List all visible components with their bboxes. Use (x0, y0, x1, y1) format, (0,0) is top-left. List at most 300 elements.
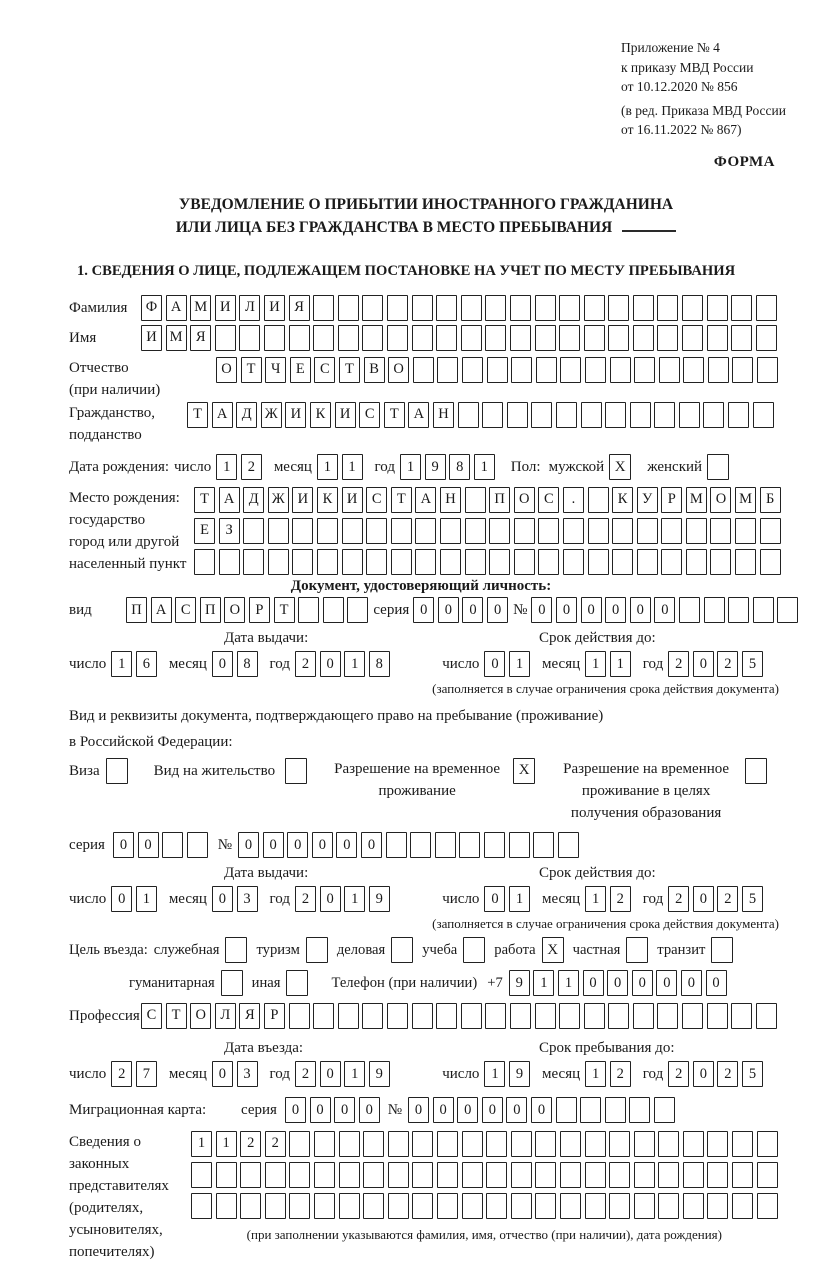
char-cell[interactable]: 2 (717, 651, 738, 677)
char-cell[interactable] (191, 1162, 212, 1188)
char-cell[interactable]: 0 (320, 1061, 341, 1087)
char-cell[interactable]: 1 (558, 970, 579, 996)
char-cell[interactable] (588, 518, 609, 544)
char-cell[interactable] (682, 295, 703, 321)
char-cell[interactable] (605, 1097, 626, 1123)
char-cell[interactable]: 1 (610, 651, 631, 677)
char-cell[interactable]: 1 (400, 454, 421, 480)
char-cell[interactable]: Я (239, 1003, 260, 1029)
char-cell[interactable] (482, 402, 503, 428)
char-cell[interactable]: С (141, 1003, 162, 1029)
char-cell[interactable]: 0 (487, 597, 508, 623)
char-cell[interactable]: Р (661, 487, 682, 513)
char-cell[interactable] (485, 1003, 506, 1029)
char-cell[interactable]: 9 (369, 886, 390, 912)
char-cell[interactable] (707, 1131, 728, 1157)
char-cell[interactable] (757, 357, 778, 383)
char-cell[interactable]: К (317, 487, 338, 513)
char-cell[interactable] (461, 1003, 482, 1029)
char-cell[interactable]: Е (290, 357, 311, 383)
char-cell[interactable]: 8 (237, 651, 258, 677)
char-cell[interactable] (239, 325, 260, 351)
char-cell[interactable]: О (190, 1003, 211, 1029)
char-cell[interactable]: Е (194, 518, 215, 544)
char-cell[interactable] (511, 1131, 532, 1157)
char-cell[interactable] (560, 1193, 581, 1219)
char-cell[interactable]: С (175, 597, 196, 623)
char-cell[interactable] (609, 1162, 630, 1188)
char-cell[interactable]: П (126, 597, 147, 623)
char-cell[interactable] (412, 295, 433, 321)
char-cell[interactable]: П (200, 597, 221, 623)
char-cell[interactable]: Р (264, 1003, 285, 1029)
char-cell[interactable]: 3 (237, 1061, 258, 1087)
char-cell[interactable]: 0 (681, 970, 702, 996)
char-cell[interactable] (436, 325, 457, 351)
char-cell[interactable]: И (215, 295, 236, 321)
char-cell[interactable]: 2 (241, 454, 262, 480)
char-cell[interactable] (338, 325, 359, 351)
char-cell[interactable]: Л (215, 1003, 236, 1029)
char-cell[interactable] (612, 518, 633, 544)
char-cell[interactable]: 1 (342, 454, 363, 480)
temp-residence-checkbox[interactable]: X (513, 758, 535, 784)
char-cell[interactable] (313, 295, 334, 321)
char-cell[interactable] (462, 1193, 483, 1219)
char-cell[interactable]: П (489, 487, 510, 513)
char-cell[interactable]: 0 (212, 651, 233, 677)
char-cell[interactable]: 0 (484, 886, 505, 912)
char-cell[interactable] (412, 1193, 433, 1219)
char-cell[interactable]: А (219, 487, 240, 513)
char-cell[interactable]: Ж (268, 487, 289, 513)
char-cell[interactable] (511, 1162, 532, 1188)
char-cell[interactable] (317, 518, 338, 544)
char-cell[interactable] (633, 295, 654, 321)
char-cell[interactable]: 2 (668, 651, 689, 677)
char-cell[interactable] (338, 1003, 359, 1029)
char-cell[interactable] (732, 357, 753, 383)
char-cell[interactable]: И (285, 402, 306, 428)
char-cell[interactable]: 2 (668, 1061, 689, 1087)
purpose-option-checkbox[interactable] (711, 937, 733, 963)
char-cell[interactable]: С (538, 487, 559, 513)
char-cell[interactable] (240, 1193, 261, 1219)
char-cell[interactable] (216, 1162, 237, 1188)
char-cell[interactable] (391, 549, 412, 575)
char-cell[interactable] (584, 295, 605, 321)
char-cell[interactable]: И (335, 402, 356, 428)
char-cell[interactable] (317, 549, 338, 575)
char-cell[interactable] (633, 325, 654, 351)
purpose-option-checkbox[interactable] (626, 937, 648, 963)
char-cell[interactable] (347, 597, 368, 623)
char-cell[interactable] (314, 1193, 335, 1219)
char-cell[interactable]: 1 (474, 454, 495, 480)
char-cell[interactable]: 0 (583, 970, 604, 996)
char-cell[interactable]: 0 (320, 886, 341, 912)
char-cell[interactable] (608, 295, 629, 321)
char-cell[interactable] (437, 1193, 458, 1219)
temp-residence-edu-checkbox[interactable] (745, 758, 767, 784)
char-cell[interactable]: Я (289, 295, 310, 321)
char-cell[interactable] (388, 1131, 409, 1157)
char-cell[interactable]: 9 (509, 1061, 530, 1087)
char-cell[interactable] (489, 518, 510, 544)
char-cell[interactable] (630, 402, 651, 428)
char-cell[interactable]: 5 (742, 1061, 763, 1087)
char-cell[interactable] (732, 1131, 753, 1157)
char-cell[interactable] (757, 1162, 778, 1188)
char-cell[interactable] (362, 1003, 383, 1029)
char-cell[interactable]: 0 (693, 651, 714, 677)
char-cell[interactable]: И (264, 295, 285, 321)
char-cell[interactable]: М (686, 487, 707, 513)
char-cell[interactable] (707, 325, 728, 351)
char-cell[interactable]: 0 (238, 832, 259, 858)
char-cell[interactable] (609, 1131, 630, 1157)
char-cell[interactable]: 0 (438, 597, 459, 623)
char-cell[interactable] (462, 357, 483, 383)
char-cell[interactable] (753, 597, 774, 623)
char-cell[interactable] (489, 549, 510, 575)
char-cell[interactable]: 1 (585, 1061, 606, 1087)
char-cell[interactable]: 2 (295, 651, 316, 677)
char-cell[interactable] (661, 549, 682, 575)
char-cell[interactable]: 0 (605, 597, 626, 623)
char-cell[interactable] (585, 357, 606, 383)
char-cell[interactable] (634, 357, 655, 383)
char-cell[interactable] (388, 1193, 409, 1219)
char-cell[interactable]: Ж (261, 402, 282, 428)
char-cell[interactable] (268, 518, 289, 544)
char-cell[interactable] (585, 1193, 606, 1219)
char-cell[interactable] (757, 1193, 778, 1219)
char-cell[interactable] (362, 295, 383, 321)
char-cell[interactable] (387, 295, 408, 321)
char-cell[interactable] (707, 1193, 728, 1219)
char-cell[interactable]: Я (190, 325, 211, 351)
char-cell[interactable]: 0 (361, 832, 382, 858)
char-cell[interactable]: 0 (334, 1097, 355, 1123)
char-cell[interactable] (507, 402, 528, 428)
char-cell[interactable] (538, 549, 559, 575)
char-cell[interactable]: 1 (216, 1131, 237, 1157)
char-cell[interactable]: К (310, 402, 331, 428)
char-cell[interactable] (661, 518, 682, 544)
char-cell[interactable] (363, 1131, 384, 1157)
char-cell[interactable] (289, 1003, 310, 1029)
char-cell[interactable] (682, 1003, 703, 1029)
char-cell[interactable] (535, 325, 556, 351)
char-cell[interactable]: 0 (484, 651, 505, 677)
char-cell[interactable] (292, 549, 313, 575)
char-cell[interactable] (559, 295, 580, 321)
char-cell[interactable]: 1 (317, 454, 338, 480)
char-cell[interactable] (461, 295, 482, 321)
char-cell[interactable] (531, 402, 552, 428)
char-cell[interactable]: 2 (111, 1061, 132, 1087)
char-cell[interactable]: 1 (344, 1061, 365, 1087)
char-cell[interactable] (707, 1162, 728, 1188)
char-cell[interactable] (683, 1162, 704, 1188)
char-cell[interactable] (535, 1131, 556, 1157)
char-cell[interactable] (215, 325, 236, 351)
char-cell[interactable]: Д (236, 402, 257, 428)
char-cell[interactable] (289, 1131, 310, 1157)
char-cell[interactable] (486, 1193, 507, 1219)
purpose-option-checkbox[interactable] (225, 937, 247, 963)
sex-male-checkbox[interactable]: X (609, 454, 631, 480)
char-cell[interactable]: Л (239, 295, 260, 321)
char-cell[interactable] (658, 1193, 679, 1219)
char-cell[interactable] (735, 549, 756, 575)
char-cell[interactable]: 0 (462, 597, 483, 623)
char-cell[interactable] (535, 1193, 556, 1219)
char-cell[interactable]: 1 (484, 1061, 505, 1087)
char-cell[interactable]: Т (339, 357, 360, 383)
char-cell[interactable] (216, 1193, 237, 1219)
char-cell[interactable] (240, 1162, 261, 1188)
char-cell[interactable] (243, 549, 264, 575)
char-cell[interactable] (265, 1193, 286, 1219)
char-cell[interactable]: 5 (742, 886, 763, 912)
char-cell[interactable] (289, 1162, 310, 1188)
char-cell[interactable]: 0 (320, 651, 341, 677)
char-cell[interactable]: Т (166, 1003, 187, 1029)
char-cell[interactable] (366, 518, 387, 544)
char-cell[interactable]: 2 (717, 1061, 738, 1087)
char-cell[interactable]: Ф (141, 295, 162, 321)
char-cell[interactable] (560, 1131, 581, 1157)
char-cell[interactable]: 0 (506, 1097, 527, 1123)
char-cell[interactable] (191, 1193, 212, 1219)
char-cell[interactable]: 2 (265, 1131, 286, 1157)
char-cell[interactable] (511, 1193, 532, 1219)
visa-checkbox[interactable] (106, 758, 128, 784)
char-cell[interactable]: 0 (607, 970, 628, 996)
char-cell[interactable] (629, 1097, 650, 1123)
char-cell[interactable] (413, 357, 434, 383)
char-cell[interactable] (511, 357, 532, 383)
purpose-option-checkbox[interactable] (463, 937, 485, 963)
char-cell[interactable]: Н (440, 487, 461, 513)
char-cell[interactable]: 1 (111, 651, 132, 677)
char-cell[interactable] (731, 325, 752, 351)
char-cell[interactable] (362, 325, 383, 351)
char-cell[interactable] (563, 518, 584, 544)
char-cell[interactable] (657, 1003, 678, 1029)
char-cell[interactable] (732, 1193, 753, 1219)
char-cell[interactable]: 3 (237, 886, 258, 912)
char-cell[interactable] (412, 1131, 433, 1157)
char-cell[interactable] (710, 549, 731, 575)
char-cell[interactable] (437, 1162, 458, 1188)
char-cell[interactable] (437, 1131, 458, 1157)
char-cell[interactable]: 0 (287, 832, 308, 858)
char-cell[interactable]: Д (243, 487, 264, 513)
char-cell[interactable] (707, 1003, 728, 1029)
char-cell[interactable] (682, 325, 703, 351)
char-cell[interactable] (732, 1162, 753, 1188)
char-cell[interactable]: С (359, 402, 380, 428)
char-cell[interactable] (560, 357, 581, 383)
char-cell[interactable] (388, 1162, 409, 1188)
char-cell[interactable] (387, 1003, 408, 1029)
char-cell[interactable] (683, 1193, 704, 1219)
char-cell[interactable]: Б (760, 487, 781, 513)
char-cell[interactable]: 0 (433, 1097, 454, 1123)
char-cell[interactable]: З (219, 518, 240, 544)
char-cell[interactable]: 2 (717, 886, 738, 912)
char-cell[interactable] (637, 549, 658, 575)
char-cell[interactable]: Т (194, 487, 215, 513)
char-cell[interactable] (683, 1131, 704, 1157)
char-cell[interactable] (686, 518, 707, 544)
char-cell[interactable] (556, 1097, 577, 1123)
char-cell[interactable] (657, 325, 678, 351)
char-cell[interactable] (728, 597, 749, 623)
char-cell[interactable]: 8 (369, 651, 390, 677)
char-cell[interactable] (386, 832, 407, 858)
char-cell[interactable]: А (212, 402, 233, 428)
char-cell[interactable] (462, 1131, 483, 1157)
char-cell[interactable]: 2 (295, 1061, 316, 1087)
char-cell[interactable] (289, 325, 310, 351)
char-cell[interactable] (536, 357, 557, 383)
char-cell[interactable] (366, 549, 387, 575)
char-cell[interactable] (756, 325, 777, 351)
char-cell[interactable] (588, 549, 609, 575)
char-cell[interactable]: М (166, 325, 187, 351)
char-cell[interactable]: А (415, 487, 436, 513)
purpose-option-checkbox[interactable]: X (542, 937, 564, 963)
char-cell[interactable]: 2 (610, 1061, 631, 1087)
char-cell[interactable] (264, 325, 285, 351)
char-cell[interactable] (756, 295, 777, 321)
char-cell[interactable] (777, 597, 798, 623)
char-cell[interactable] (509, 832, 530, 858)
char-cell[interactable] (412, 325, 433, 351)
char-cell[interactable]: И (141, 325, 162, 351)
char-cell[interactable] (459, 832, 480, 858)
char-cell[interactable] (753, 402, 774, 428)
char-cell[interactable]: О (216, 357, 237, 383)
char-cell[interactable] (584, 1003, 605, 1029)
char-cell[interactable] (339, 1193, 360, 1219)
char-cell[interactable] (556, 402, 577, 428)
char-cell[interactable] (412, 1162, 433, 1188)
char-cell[interactable] (683, 357, 704, 383)
char-cell[interactable] (410, 832, 431, 858)
char-cell[interactable]: 0 (408, 1097, 429, 1123)
char-cell[interactable]: 2 (295, 886, 316, 912)
char-cell[interactable]: 2 (610, 886, 631, 912)
char-cell[interactable] (728, 402, 749, 428)
char-cell[interactable]: Т (384, 402, 405, 428)
char-cell[interactable]: 1 (136, 886, 157, 912)
char-cell[interactable] (708, 357, 729, 383)
char-cell[interactable] (658, 1162, 679, 1188)
char-cell[interactable]: 0 (212, 1061, 233, 1087)
char-cell[interactable]: 2 (668, 886, 689, 912)
char-cell[interactable] (560, 1162, 581, 1188)
char-cell[interactable] (435, 832, 456, 858)
char-cell[interactable] (731, 1003, 752, 1029)
char-cell[interactable] (510, 325, 531, 351)
char-cell[interactable]: К (612, 487, 633, 513)
char-cell[interactable]: 0 (310, 1097, 331, 1123)
char-cell[interactable] (313, 325, 334, 351)
char-cell[interactable]: У (637, 487, 658, 513)
char-cell[interactable] (487, 357, 508, 383)
char-cell[interactable] (610, 357, 631, 383)
char-cell[interactable] (633, 1003, 654, 1029)
char-cell[interactable]: Т (241, 357, 262, 383)
char-cell[interactable]: О (514, 487, 535, 513)
char-cell[interactable]: Р (249, 597, 270, 623)
char-cell[interactable] (462, 1162, 483, 1188)
char-cell[interactable] (342, 518, 363, 544)
char-cell[interactable]: М (190, 295, 211, 321)
char-cell[interactable]: 0 (581, 597, 602, 623)
char-cell[interactable]: Н (433, 402, 454, 428)
char-cell[interactable]: А (408, 402, 429, 428)
char-cell[interactable]: 0 (656, 970, 677, 996)
char-cell[interactable] (265, 1162, 286, 1188)
char-cell[interactable]: А (151, 597, 172, 623)
char-cell[interactable]: 0 (113, 832, 134, 858)
char-cell[interactable] (558, 832, 579, 858)
char-cell[interactable] (760, 549, 781, 575)
char-cell[interactable] (535, 1162, 556, 1188)
char-cell[interactable] (339, 1131, 360, 1157)
char-cell[interactable] (679, 597, 700, 623)
char-cell[interactable]: М (735, 487, 756, 513)
char-cell[interactable]: Т (391, 487, 412, 513)
char-cell[interactable] (658, 1131, 679, 1157)
char-cell[interactable]: 1 (509, 651, 530, 677)
char-cell[interactable]: 0 (138, 832, 159, 858)
char-cell[interactable]: . (563, 487, 584, 513)
char-cell[interactable]: 6 (136, 651, 157, 677)
char-cell[interactable] (268, 549, 289, 575)
char-cell[interactable] (436, 1003, 457, 1029)
char-cell[interactable] (609, 1193, 630, 1219)
char-cell[interactable] (608, 325, 629, 351)
char-cell[interactable]: 1 (585, 651, 606, 677)
char-cell[interactable]: 2 (240, 1131, 261, 1157)
purpose-option-checkbox[interactable] (391, 937, 413, 963)
char-cell[interactable] (313, 1003, 334, 1029)
char-cell[interactable]: И (342, 487, 363, 513)
char-cell[interactable] (580, 1097, 601, 1123)
purpose-option-checkbox[interactable] (306, 937, 328, 963)
char-cell[interactable]: 8 (449, 454, 470, 480)
char-cell[interactable] (342, 549, 363, 575)
char-cell[interactable] (485, 325, 506, 351)
char-cell[interactable] (292, 518, 313, 544)
char-cell[interactable] (731, 295, 752, 321)
char-cell[interactable] (465, 549, 486, 575)
char-cell[interactable] (533, 832, 554, 858)
char-cell[interactable] (461, 325, 482, 351)
char-cell[interactable] (735, 518, 756, 544)
char-cell[interactable] (634, 1162, 655, 1188)
char-cell[interactable] (710, 518, 731, 544)
char-cell[interactable]: Т (274, 597, 295, 623)
purpose-option-checkbox[interactable] (221, 970, 243, 996)
